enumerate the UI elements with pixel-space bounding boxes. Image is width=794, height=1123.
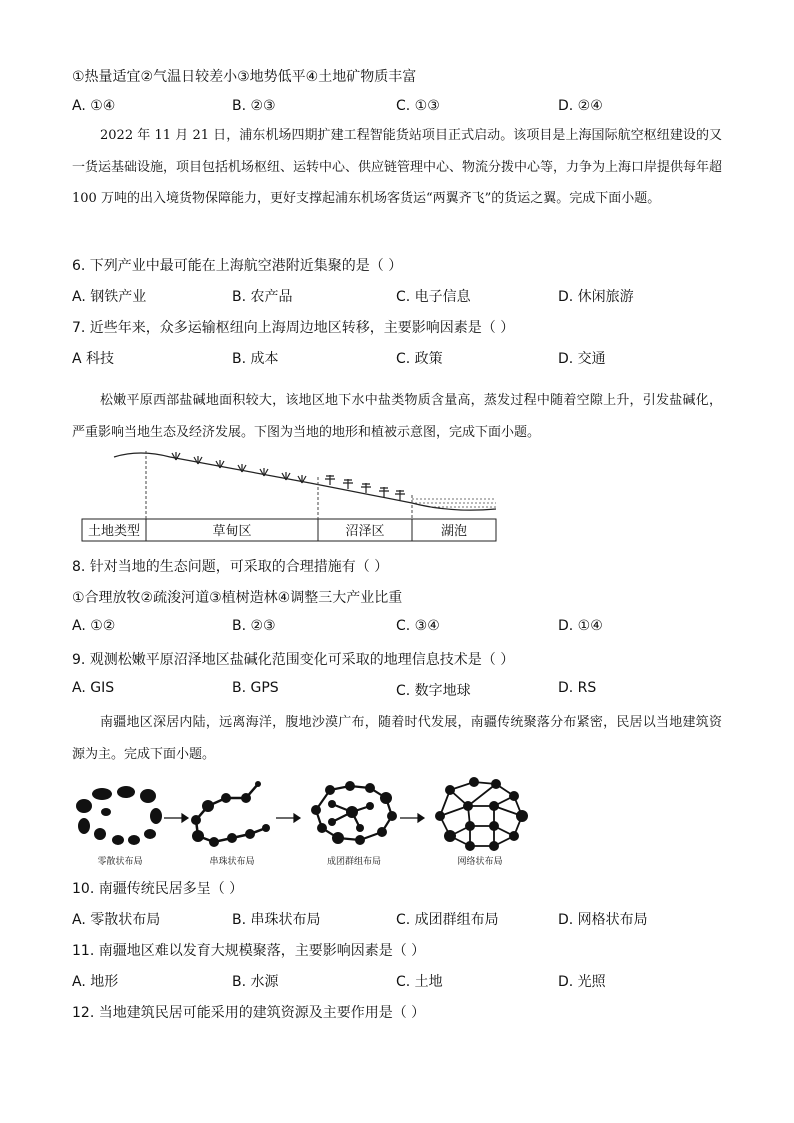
q10-option-a: A. 零散状布局 [72, 912, 161, 928]
bead-string-layout-diagram [191, 781, 270, 847]
q10-option-d: D. 网格状布局 [558, 912, 648, 928]
q7-option-d: D. 交通 [558, 351, 606, 367]
q11-option-a: A. 地形 [72, 974, 119, 990]
q8-option-d: D. ①④ [558, 618, 603, 634]
q11-option-c: C. 土地 [396, 974, 443, 990]
label-network: 网络状布局 [457, 857, 503, 867]
q9-options [72, 680, 732, 700]
arrow-icon [164, 814, 188, 822]
q11-option-b: B. 水源 [232, 974, 279, 990]
passage-pudong-airport: 2022 年 11 月 21 日，浦东机场四期扩建工程智能货站项目正式启动。该项目是上海国际航空枢纽建设的又一货运基础设施，项目包括机场枢纽、运转中心、供应链管理中心、物流分拨中心等，力争为上海口岸提供每年超 100 万吨的出入境货物保障能力，更好支撑起浦东机场客货运“两翼齐飞”的货运之翼。完成下面小题。 [72, 128, 723, 206]
q8-option-c: C. ③④ [396, 618, 440, 634]
q5-statements: ①热量适宜②气温日较差小③地势低平④土地矿物质丰富 [72, 69, 417, 85]
q6-stem: 6. 下列产业中最可能在上海航空港附近集聚的是（ ） [72, 258, 403, 274]
q11-options [72, 971, 732, 991]
q7-stem: 7. 近些年来，众多运输枢纽向上海周边地区转移，主要影响因素是（ ） [72, 320, 515, 336]
q10-options [72, 909, 732, 929]
q5-option-d: D. ②④ [558, 98, 603, 114]
q8-option-a: A. ①② [72, 618, 116, 634]
q6-options [72, 286, 732, 306]
zone-marsh-label: 沼泽区 [345, 524, 385, 539]
zone-meadow-label: 草甸区 [212, 524, 252, 539]
q5-option-a: A. ①④ [72, 98, 116, 114]
q10-option-c: C. 成团群组布局 [396, 912, 499, 928]
passage-songnen-plain: 松嫩平原西部盐碱地面积较大，该地区地下水中盐类物质含量高，蒸发过程中随着空隙上升，引发盐碱化，严重影响当地生态及经济发展。下图为当地的地形和植被示意图，完成下面小题。 [72, 393, 722, 440]
arrow-icon [276, 814, 300, 822]
q7-option-c: C. 政策 [396, 351, 443, 367]
clustered-layout-diagram [311, 781, 397, 845]
label-clustered: 成团群组布局 [326, 857, 382, 867]
q10-option-b: B. 串珠状布局 [232, 912, 321, 928]
network-layout-diagram [435, 777, 528, 851]
q8-statements: ①合理放牧②疏浚河道③植树造林④调整三大产业比重 [72, 590, 403, 606]
land-type-label: 土地类型 [87, 524, 141, 539]
grass-icons [172, 452, 306, 483]
q9-stem: 9. 观测松嫩平原沼泽地区盐碱化范围变化可采取的地理信息技术是（ ） [72, 652, 515, 668]
q8-stem: 8. 针对当地的生态问题，可采取的合理措施有（ ） [72, 559, 389, 575]
reed-icons [325, 475, 405, 500]
q8-options [72, 618, 732, 638]
q6-option-b: B. 农产品 [232, 289, 293, 305]
zone-lake-label: 湖泡 [440, 524, 468, 539]
q7-option-b: B. 成本 [232, 351, 279, 367]
q9-option-c: C. 数字地球 [396, 683, 471, 699]
scattered-layout-diagram [76, 786, 162, 845]
q9-option-d: D. RS [558, 680, 597, 696]
q6-option-a: A. 钢铁产业 [72, 289, 147, 305]
q10-stem: 10. 南疆传统民居多呈（ ） [72, 881, 244, 897]
terrain-vegetation-figure [80, 447, 500, 545]
q5-option-c: C. ①③ [396, 98, 440, 114]
arrow-icon [400, 814, 424, 822]
q6-option-c: C. 电子信息 [396, 289, 471, 305]
label-bead-string: 串珠状布局 [209, 857, 255, 867]
passage-south-xinjiang: 南疆地区深居内陆，远离海洋，腹地沙漠广布，随着时代发展，南疆传统聚落分布紧密，民居以当地建筑资源为主。完成下面小题。 [72, 715, 722, 762]
q6-option-d: D. 休闲旅游 [558, 289, 634, 305]
q8-option-b: B. ②③ [232, 618, 276, 634]
settlement-layout-figure [70, 776, 540, 872]
q11-stem: 11. 南疆地区难以发育大规模聚落，主要影响因素是（ ） [72, 943, 426, 959]
label-scattered: 零散状布局 [97, 857, 143, 867]
q7-option-a: A 科技 [72, 351, 115, 367]
q9-option-b: B. GPS [232, 680, 279, 696]
q11-option-d: D. 光照 [558, 974, 606, 990]
q9-option-a: A. GIS [72, 680, 115, 696]
q5-options [72, 98, 732, 118]
q5-option-b: B. ②③ [232, 98, 276, 114]
q12-stem: 12. 当地建筑民居可能采用的建筑资源及主要作用是（ ） [72, 1005, 426, 1021]
q7-options [72, 348, 732, 368]
